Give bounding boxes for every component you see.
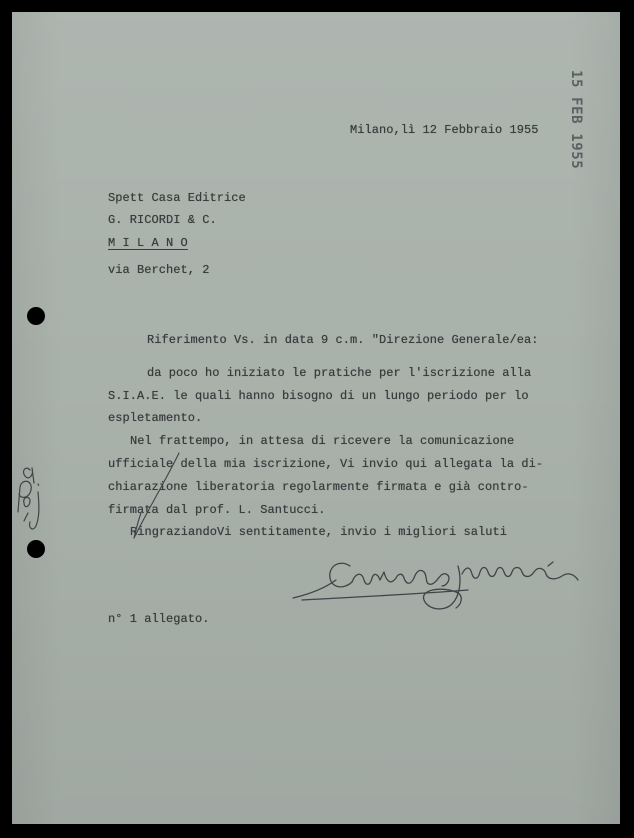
recipient-salutation: Spett Casa Editrice [108,191,246,205]
received-date-stamp: 15 FEB 1955 [568,70,584,170]
recipient-street: via Berchet, 2 [108,263,210,277]
enclosure-note: n° 1 allegato. [108,612,210,626]
place-date: Milano,lì 12 Febbraio 1955 [350,123,539,137]
body-line: S.I.A.E. le quali hanno bisogno di un lungo periodo per lo [108,389,529,403]
body-line: Nel frattempo, in attesa di ricevere la comunicazione [130,434,515,448]
body-line: da poco ho iniziato le pratiche per l'iscrizione alla [147,366,532,380]
closing-line: RingraziandoVi sentitamente, invio i migliori saluti [130,525,508,539]
body-line: chiarazione liberatoria regolarmente firmata e già contro- [108,480,529,494]
body-line: ufficiale della mia iscrizione, Vi invio qui allegata la di- [108,457,544,471]
recipient-city: M I L A N O [108,236,188,250]
reference-line: Riferimento Vs. in data 9 c.m. "Direzione Generale/ea: [147,333,539,347]
body-line: espletamento. [108,411,203,425]
body-line: firmata dal prof. L. Santucci. [108,503,326,517]
recipient-company: G. RICORDI & C. [108,213,217,227]
